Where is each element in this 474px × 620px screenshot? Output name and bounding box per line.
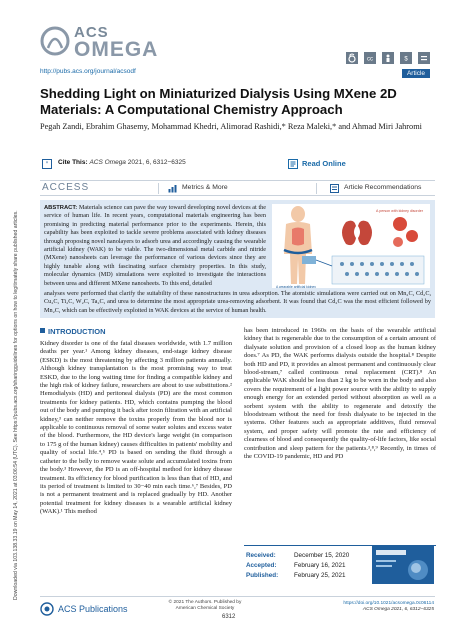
- journal-url[interactable]: http://pubs.acs.org/journal/acsodf: [40, 68, 136, 75]
- doi-block: [343, 601, 434, 613]
- svg-text:$: $: [404, 56, 408, 63]
- acs-omega-logo[interactable]: [40, 24, 180, 64]
- toc-caption-kidney-disorder: A person with kidney disorder: [376, 209, 423, 213]
- nd-license-icon[interactable]: [418, 52, 430, 64]
- article-title: Shedding Light on Miniaturized Dialysis Using MXene 2D Materials: A Computational Chemistry Approach: [40, 86, 397, 117]
- copyright: [150, 600, 260, 612]
- copyright-line-1: © 2021 The Authors. Published by: [168, 600, 242, 605]
- kidney-illustration: [272, 204, 430, 288]
- recommendations-icon[interactable]: [330, 184, 339, 193]
- journal-reference: ACS Omega 2021, 6, 6312−6325: [362, 607, 434, 613]
- by-license-icon[interactable]: [382, 52, 394, 64]
- date-published: Published: February 25, 2021: [246, 572, 346, 579]
- cite-row: [40, 156, 435, 172]
- acs-mark-icon: [40, 602, 54, 616]
- abstract-box: [40, 200, 435, 318]
- section-bullet-icon: [40, 328, 45, 333]
- header-badges: [346, 52, 430, 64]
- recommendations-link[interactable]: Article Recommendations: [344, 184, 422, 191]
- read-online-link[interactable]: Read Online: [302, 159, 346, 168]
- brand-top: ACS: [74, 24, 109, 41]
- date-accepted: Accepted: February 16, 2021: [246, 562, 346, 569]
- journal-cover-image: [372, 546, 434, 584]
- bar-divider: [316, 183, 317, 194]
- journal-header: [0, 0, 474, 80]
- bar-divider: [158, 183, 159, 194]
- svg-text:": ": [45, 160, 49, 169]
- cite-journal: ACS Omega: [89, 159, 126, 166]
- access-bar: [40, 180, 435, 196]
- open-access-icon[interactable]: [346, 52, 358, 64]
- svg-text:cc: cc: [367, 56, 373, 63]
- abstract-continuation: analyses were performed that clarify the suitability of these nanostructures in urea adsorption. The atomistic simulations were carried out on Mn₂C, Cd₂C, Cu₂C, Ti₂C, W₂C, Ta₂C, and urea to determine the most appropriate urea-removing adsorbent. It was found that Cd₂C was the most efficient followed by Mn₂C, which can be effectively exploited in WAK devices at the service of human health.: [44, 290, 431, 314]
- nc-license-icon[interactable]: [400, 52, 412, 64]
- cite-label: Cite This:: [58, 159, 88, 166]
- section-heading: [40, 327, 106, 336]
- brand-bottom: OMEGA: [74, 38, 159, 61]
- intro-right-column: has been introduced in 1960s on the basis of the wearable artificial kidney that is regenerable due to the consumption of a certain amount of dialysate solution and provision of a closed loop as the human kidney does.⁷ As PD, the WAK performs dialysis outside the hospital.⁸ Despite both HD and PD, it provides an almost permanent and continuously clear blood-stream,⁷ called continuous renal replacement (CRT).⁸ An applicable WAK should be less than 2 kg to be worn in the body and also covers the requirement of a light power source with the ability to supply enough energy for an extended period without absorption as well as a sorbent system with the ability to regenerate and detoxify the bloodstream without the need for fresh dialysate to be injected in the systems. Other features such as appropriate additives, fluid removal system, and proper safety will promote the rate and efficiency of clearness of blood and consequently the quality-of-life factors, like social contribution and sleep pattern for the patients.³,⁸,⁹ Recently, in times of the COVID-19 pandemic, HD and PD: [244, 327, 436, 461]
- cite-this[interactable]: [58, 159, 186, 166]
- article-type-badge: Article: [402, 69, 430, 78]
- copyright-line-2: American Chemical Society: [175, 606, 235, 611]
- abstract-label: ABSTRACT:: [44, 205, 78, 211]
- intro-left-column: Kidney disorder is one of the fatal diseases worldwide, with 1.7 million deaths per year.¹ Among kidney diseases, end-stage kidney disease (ESKD) is the most threatening by affecting 3 million patients annually. Although kidney transplantation is the most promising way to treat ESKD, due to the long waiting time for finding a compatible kidney and the high risk of kidney failure, researchers are about to use substitutions.² Hemodialysis (HD) and peritoneal dialysis (PD) are the most common treatments for kidney patients. HD, which contains pumping the blood out of the body and pumping it back after toxin filtration with an artificial kidney,³ can neither remove the toxins properly from the blood nor is applicable to continuous removal of some water solutes and excess water of the blood. Furthermore, the HD device's large weight (in comparison to 175 g of the human kidney) causes difficulties in patients' mobility and quality of social life.⁴,⁵ PD is based on sending the fluid through a catheter to the belly to remove waste solute and accumulated toxins from the body.³ However, the PD is an off-hospital method for kidney disease treatment. Its efficiency for blood purification is less than that of HD, and its period of treatment is limited to 30−40 min each time.⁶,⁷ Besides, PD is not a permanent treatment and is replaced gradually by HD. Another potential treatment for kidney diseases is a wearable artificial kidney (WAK).¹ This method: [40, 340, 232, 516]
- cite-reference: 2021, 6, 6312−6325: [127, 159, 186, 166]
- intro-heading: INTRODUCTION: [48, 327, 106, 336]
- journal-cover-thumbnail[interactable]: [372, 546, 434, 584]
- metrics-link[interactable]: Metrics & More: [182, 184, 228, 191]
- metrics-icon[interactable]: [168, 184, 177, 193]
- omega-logo-icon: [40, 26, 70, 56]
- access-label: ACCESS: [42, 182, 90, 193]
- read-online-icon[interactable]: [288, 159, 298, 169]
- cc-license-icon[interactable]: [364, 52, 376, 64]
- cite-icon[interactable]: [42, 159, 52, 169]
- toc-caption-wak: A wearable artificial kidney: [276, 285, 316, 288]
- doi-link[interactable]: https://doi.org/10.1021/acsomega.0c06114: [343, 601, 434, 606]
- page-number: 6312: [222, 614, 236, 620]
- download-note-text: Downloaded via 103.138.33.19 on May 14, 2021 at 03:06:54 (UTC). See https://pubs.acs.org/sharingguidelines for options on how to legitimately share published articles.: [13, 210, 19, 600]
- toc-graphic: [272, 204, 430, 288]
- date-received: Received: December 15, 2020: [246, 552, 350, 559]
- footer-divider: [40, 596, 435, 597]
- publisher-name: ACS Publications: [58, 604, 128, 614]
- author-list: Pegah Zandi, Ebrahim Ghasemy, Mohammad Khedri, Alimorad Rashidi,* Reza Maleki,* and Ahmad Miri Jahromi: [40, 122, 422, 131]
- abstract-text: [44, 204, 266, 288]
- abstract-body: Materials science can pave the way toward developing novel devices at the service of human life. In recent years, computational materials engineering has been promising in predicting material performance prior to the experiments. Herein, this capability has been exploited to tackle severe problems associated with kidney diseases through proposing novel nanolayers to adsorb urea and accordingly causing the wearable artificial kidney (WAK) to be viable. The two-dimensional metal carbide and nitride (MXene) nanosheets can leverage the performance of various devices since they are highly tunable along with fascinating surface chemistry properties. In this study, molecular dynamics (MD) simulations were exploited to investigate the interactions between urea and different MXene nanosheets. To this end, detailed: [44, 204, 266, 287]
